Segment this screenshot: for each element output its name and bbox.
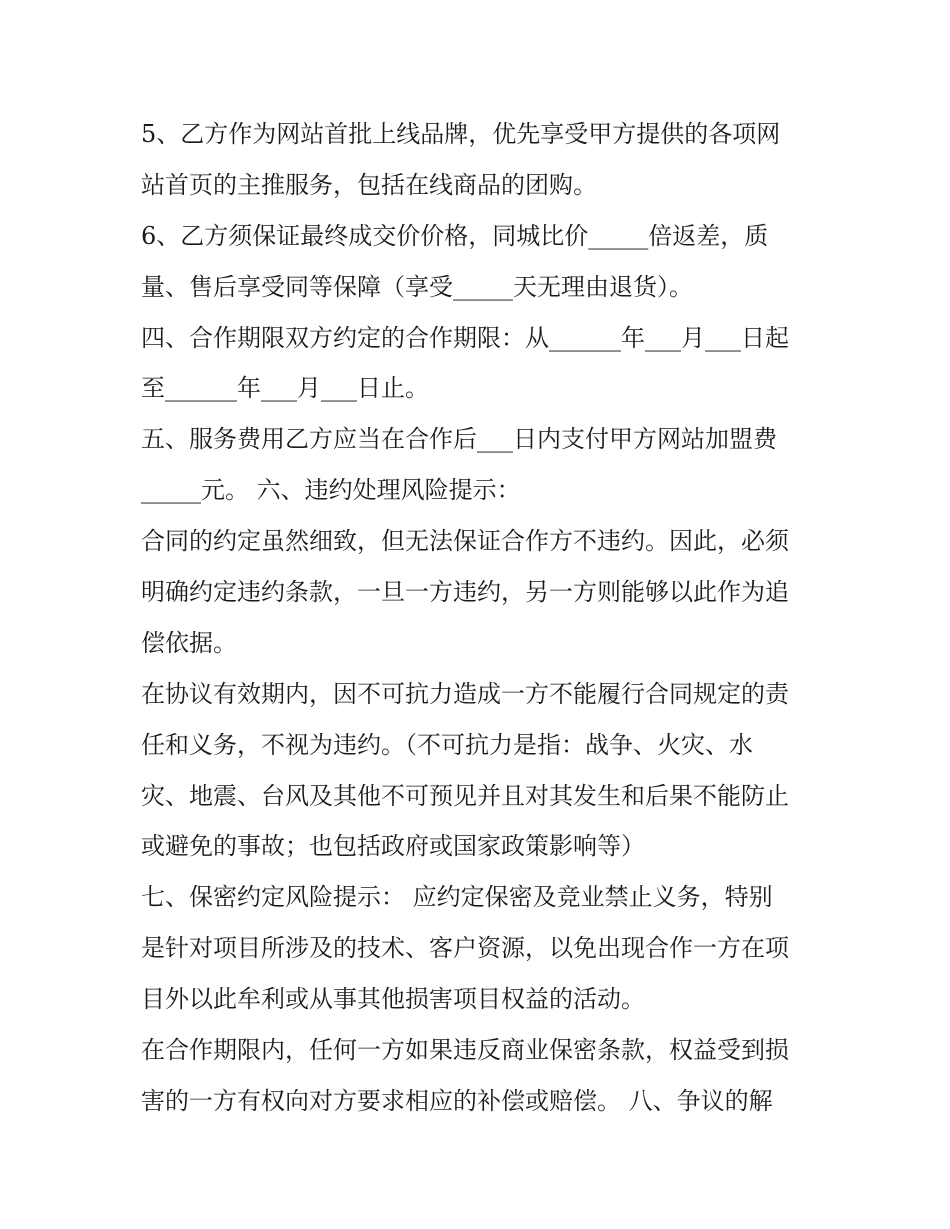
text-line: 至______年___月___日止。 <box>141 374 429 403</box>
text-line: 灾、地震、台风及其他不可预见并且对其发生和后果不能防止 <box>141 781 789 810</box>
text-line: 害的一方有权向对方要求相应的补偿或赔偿。 八、争议的解 <box>141 1086 773 1115</box>
text-line: 站首页的主推服务，包括在线商品的团购。 <box>141 170 597 199</box>
text-line: 或避免的事故；也包括政府或国家政策影响等） <box>141 832 645 861</box>
text-line: 五、服务费用乙方应当在合作后___日内支付甲方网站加盟费 <box>141 425 777 454</box>
text-line: 目外以此牟利或从事其他损害项目权益的活动。 <box>141 985 645 1014</box>
text-line: 在协议有效期内，因不可抗力造成一方不能履行合同规定的责 <box>141 679 789 708</box>
text-line: _____元。 六、违约处理风险提示： <box>141 476 521 505</box>
text-line: 明确约定违约条款，一旦一方违约，另一方则能够以此作为追 <box>141 578 789 607</box>
document-body <box>141 109 813 1127</box>
text-line: 6、乙方须保证最终成交价价格，同城比价_____倍返差，质 <box>141 221 769 250</box>
text-line: 是针对项目所涉及的技术、客户资源，以免出现合作一方在项 <box>141 934 789 963</box>
text-line: 合同的约定虽然细致，但无法保证合作方不违约。因此，必须 <box>141 527 789 556</box>
text-line: 5、乙方作为网站首批上线品牌，优先享受甲方提供的各项网 <box>141 120 781 148</box>
text-line: 任和义务，不视为违约。（不可抗力是指：战争、火灾、水 <box>141 730 753 759</box>
text-line: 在合作期限内，任何一方如果违反商业保密条款，权益受到损 <box>141 1036 789 1065</box>
text-line: 偿依据。 <box>141 628 237 657</box>
text-line: 四、合作期限双方约定的合作期限：从______年___月___日起 <box>141 323 789 352</box>
text-line: 量、售后享受同等保障（享受_____天无理由退货）。 <box>141 272 693 301</box>
text-line: 七、保密约定风险提示： 应约定保密及竞业禁止义务，特别 <box>141 883 773 912</box>
